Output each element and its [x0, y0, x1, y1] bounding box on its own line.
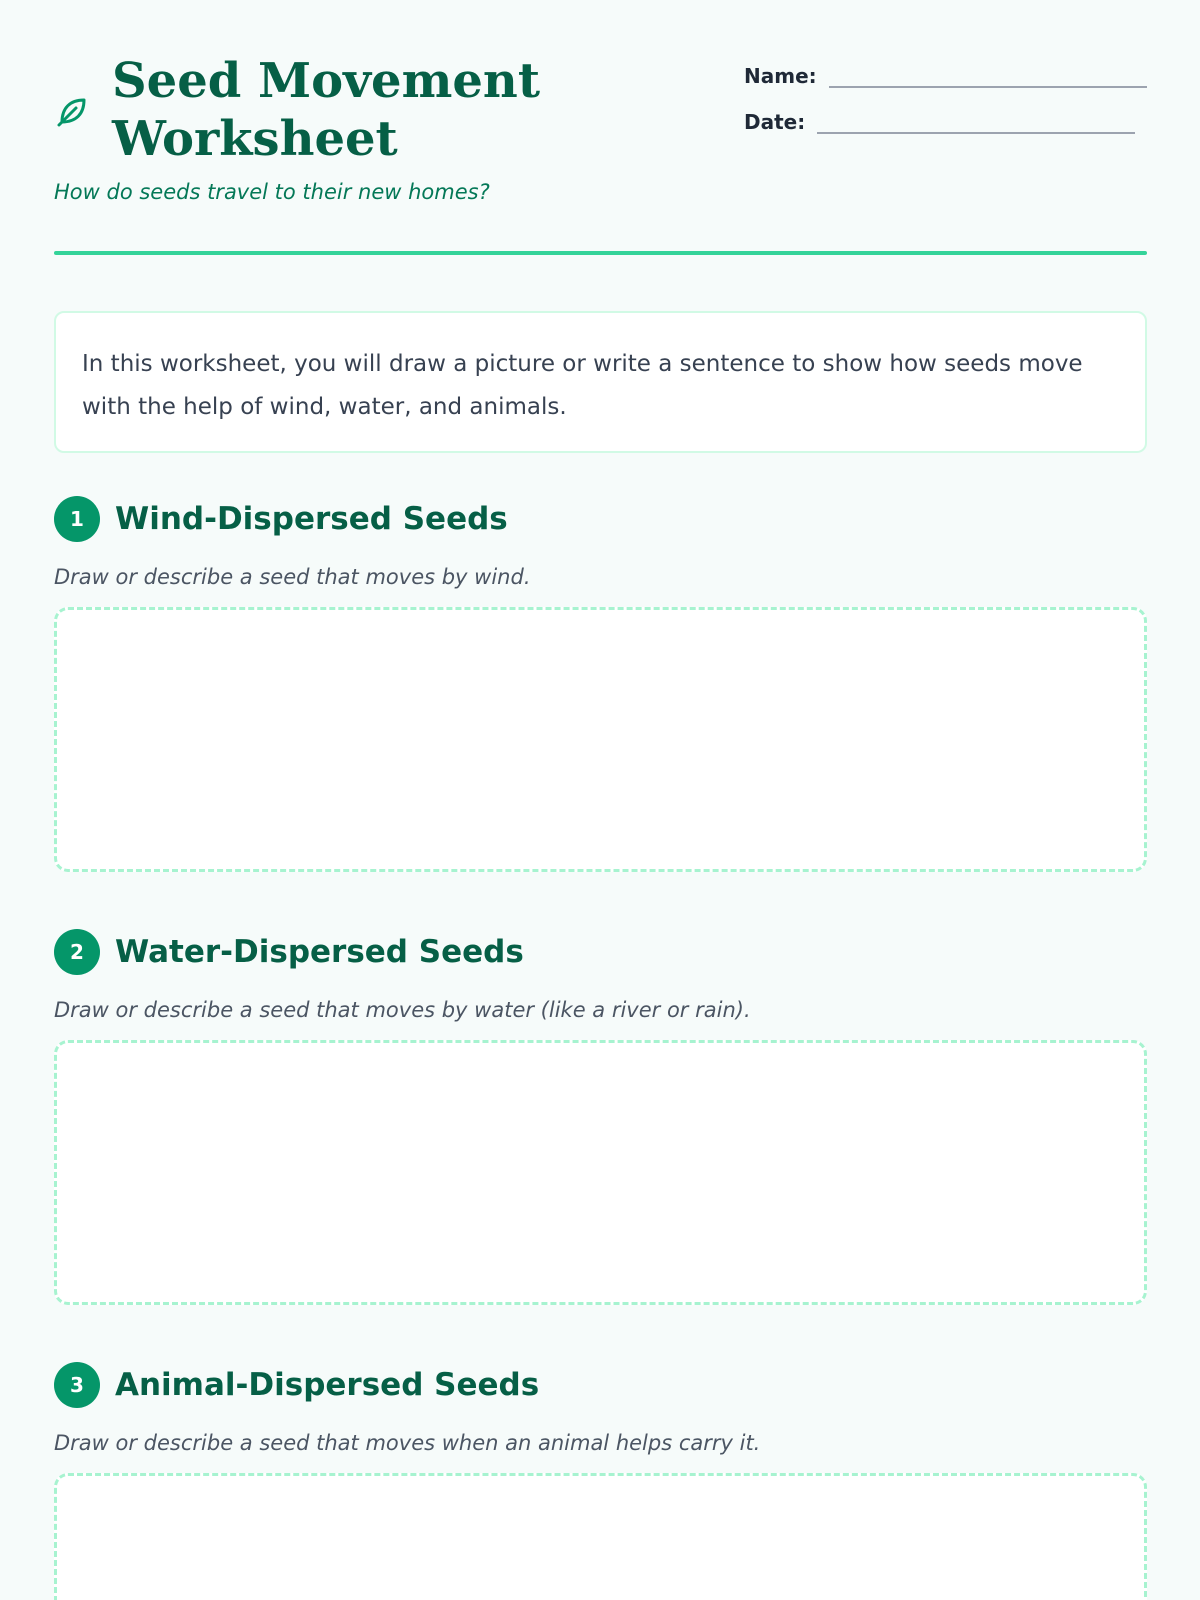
section-heading [54, 495, 1147, 543]
section-number-badge: 3 [54, 1362, 100, 1408]
page-subtitle: How do seeds travel to their new homes? [54, 180, 490, 204]
section-title: Animal-Dispersed Seeds [115, 1367, 540, 1403]
date-row [744, 98, 1147, 134]
name-row [744, 52, 1147, 88]
section-animal [54, 1361, 1147, 1600]
worksheet-page [54, 0, 1147, 1600]
name-field[interactable] [829, 58, 1147, 88]
section-wind [54, 495, 1147, 872]
section-heading [54, 928, 1147, 976]
date-field[interactable] [817, 104, 1135, 134]
section-prompt: Draw or describe a seed that moves when an animal helps carry it. [54, 1431, 761, 1455]
section-title: Wind-Dispersed Seeds [115, 501, 508, 537]
animal-drawing-area[interactable] [54, 1473, 1147, 1600]
section-number-badge: 1 [54, 496, 100, 542]
intro-text: In this worksheet, you will draw a picture or write a sentence to show how seeds move with the help of wind, water, and animals. [82, 351, 1083, 420]
water-drawing-area[interactable] [54, 1040, 1147, 1305]
leaf-icon [54, 92, 90, 128]
page-title: Seed Movement Worksheet [112, 53, 540, 167]
date-label: Date: [744, 110, 806, 134]
section-heading [54, 1361, 1147, 1409]
section-water [54, 928, 1147, 1305]
wind-drawing-area[interactable] [54, 607, 1147, 872]
worksheet-header [54, 52, 1147, 212]
student-info [744, 52, 1147, 144]
section-number-badge: 2 [54, 929, 100, 975]
intro-card [54, 311, 1147, 453]
title-row [54, 52, 542, 168]
section-prompt: Draw or describe a seed that moves by wind. [54, 565, 531, 589]
name-label: Name: [744, 64, 817, 88]
section-prompt: Draw or describe a seed that moves by water (like a river or rain). [54, 998, 751, 1022]
header-divider [54, 251, 1147, 255]
section-title: Water-Dispersed Seeds [115, 934, 524, 970]
